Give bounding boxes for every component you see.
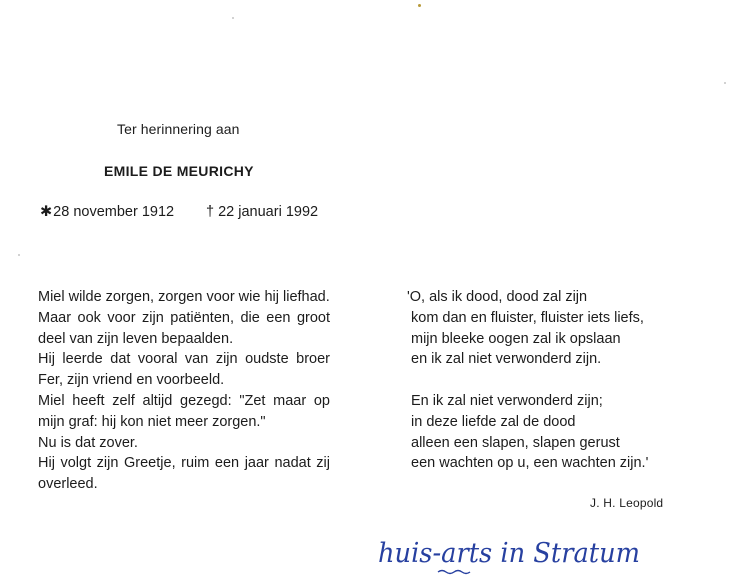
paper-speck	[418, 4, 421, 7]
memorial-text	[38, 287, 330, 495]
memorial-paragraph: Hij leerde dat vooral van zijn oudste broer Fer, zijn vriend en voorbeeld.	[38, 351, 330, 389]
poem-line: mijn bleeke oogen zal ik opslaan	[411, 330, 621, 347]
birth-symbol-icon: ✱	[40, 204, 53, 220]
poem-stanza-2	[407, 391, 648, 474]
poem-stanza-1	[407, 287, 648, 370]
paper-speck	[18, 254, 20, 256]
memorial-paragraph: Maar ook voor zijn patiënten, die een groot deel van zijn leven bepaalden.	[38, 309, 330, 347]
paper-speck	[232, 17, 234, 19]
handwritten-note-text: huis-arts in Stratum	[378, 538, 640, 569]
poem-line: kom dan en fluister, fluister iets liefs,	[411, 309, 644, 326]
poem-line: en ik zal niet verwonderd zijn.	[411, 351, 602, 368]
death-date: 22 januari 1992	[218, 204, 319, 220]
handwritten-underline	[438, 571, 470, 574]
poem	[407, 287, 648, 474]
poem-line: alleen een slapen, slapen gerust	[411, 434, 620, 451]
deceased-name: EMILE DE MEURICHY	[104, 163, 254, 179]
death-date-group	[206, 204, 318, 220]
memorial-paragraph: Hij volgt zijn Greetje, ruim een jaar nadat zij overleed.	[38, 455, 330, 493]
poem-line: een wachten op u, een wachten zijn.'	[411, 455, 649, 472]
handwritten-note	[378, 534, 648, 578]
paper-speck	[724, 82, 726, 84]
life-dates	[40, 204, 319, 220]
poem-line: En ik zal niet verwonderd zijn;	[411, 392, 603, 409]
intro-text: Ter herinnering aan	[117, 121, 240, 137]
memorial-paragraph: Miel wilde zorgen, zorgen voor wie hij liefhad.	[38, 289, 330, 305]
death-symbol-icon: †	[206, 204, 215, 220]
memorial-paragraph: Nu is dat zover.	[38, 434, 138, 451]
birth-date: 28 november 1912	[53, 204, 175, 220]
poem-author: J. H. Leopold	[590, 496, 664, 510]
poem-line: 'O, als ik dood, dood zal zijn	[407, 289, 588, 305]
memorial-paragraph: Miel heeft zelf altijd gezegd: "Zet maar op mijn graf: hij kon niet meer zorgen."	[38, 392, 330, 430]
poem-line: in deze liefde zal de dood	[411, 413, 576, 430]
